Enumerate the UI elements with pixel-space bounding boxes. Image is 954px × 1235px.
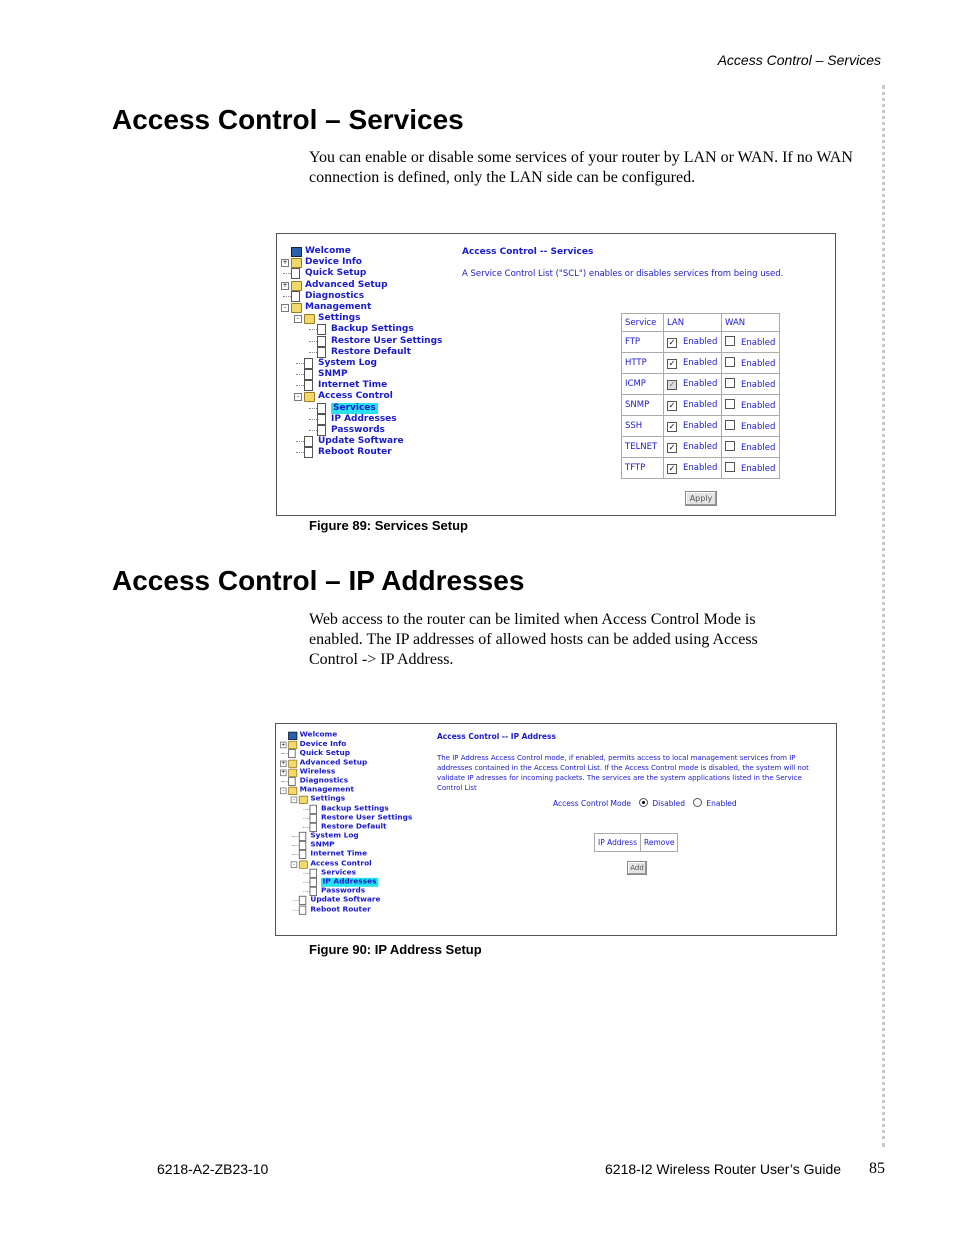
tree-item-label[interactable]: Internet Time — [318, 380, 388, 391]
doc-icon — [299, 905, 306, 914]
footer-guide-title: 6218-I2 Wireless Router User’s Guide — [605, 1161, 842, 1177]
lan-enabled-checkbox[interactable]: ✓ — [668, 358, 676, 368]
tree-connector — [309, 430, 317, 431]
wan-enabled-checkbox[interactable] — [725, 378, 735, 388]
mode-enabled-radio[interactable] — [693, 798, 702, 807]
section-body-services: You can enable or disable some services of your router by LAN or WAN. If no WAN connection is defined, only the LAN side can be configured. — [309, 149, 853, 186]
collapse-icon[interactable]: - — [280, 788, 287, 795]
doc-icon — [317, 336, 326, 347]
lan-enabled-checkbox[interactable]: ✓ — [668, 421, 676, 431]
tree-connector — [296, 374, 304, 375]
doc-icon — [317, 414, 326, 425]
ip-address-table — [594, 833, 678, 852]
doc-icon — [299, 841, 306, 850]
wan-cell — [722, 416, 780, 437]
doc-icon — [304, 447, 313, 458]
add-button[interactable]: Add — [627, 861, 647, 875]
services-setup-screenshot — [276, 233, 836, 516]
enabled-label: Enabled — [741, 338, 776, 348]
section-heading-ip-addresses: Access Control – IP Addresses — [112, 565, 525, 596]
tree-item-label[interactable]: Restore Default — [321, 822, 387, 831]
doc-icon — [299, 850, 306, 859]
expand-icon[interactable]: + — [281, 760, 286, 766]
ip-address-setup-screenshot — [275, 723, 837, 936]
figure-caption-ip-address: Figure 90: IP Address Setup — [309, 942, 482, 957]
doc-icon — [304, 436, 313, 447]
doc-icon — [310, 878, 317, 887]
wan-enabled-checkbox[interactable] — [725, 462, 735, 472]
lan-cell — [664, 437, 722, 458]
tree-connector — [296, 385, 304, 386]
tree-connector — [283, 296, 291, 297]
enabled-label: Enabled — [683, 441, 718, 452]
enabled-label: Enabled — [683, 420, 718, 431]
tree-connector — [296, 441, 304, 442]
service-name: TELNET — [622, 437, 664, 458]
folder-icon — [288, 759, 297, 767]
doc-icon — [317, 347, 326, 358]
folder-icon — [299, 860, 308, 868]
service-row-ftp — [622, 332, 780, 353]
wan-enabled-checkbox[interactable] — [725, 420, 735, 430]
expand-icon[interactable]: + — [281, 769, 286, 776]
tree-item-label[interactable]: Settings — [310, 795, 346, 804]
mode-enabled-label: Enabled — [706, 799, 737, 808]
enabled-label: Enabled — [741, 359, 776, 369]
folder-icon — [288, 769, 297, 777]
page-description: The IP Address Access Control mode, if enabled, permits access to local management services from IP addresses contained in the Access Control List. If the Access Control mode is disabled, the system will not validate IP adresses for incoming packets. The services are the system applications listed in the Service Control List — [437, 754, 809, 792]
tree-item-label[interactable]: Update Software — [310, 896, 381, 905]
tree-item-label[interactable]: Advanced Setup — [305, 279, 388, 290]
tree-connector — [296, 452, 304, 453]
tree-item-label[interactable]: Quick Setup — [299, 749, 350, 758]
doc-icon — [288, 777, 295, 786]
collapse-icon[interactable]: - — [291, 861, 298, 868]
wan-enabled-checkbox[interactable] — [725, 336, 735, 346]
tree-item-label[interactable]: Management — [305, 301, 372, 312]
doc-icon — [304, 369, 313, 380]
enabled-label: Enabled — [741, 443, 776, 453]
collapse-icon[interactable]: - — [281, 304, 289, 312]
tree-item-label[interactable]: Device Info — [305, 257, 362, 268]
wan-enabled-checkbox[interactable] — [725, 441, 735, 451]
tree-item-label[interactable]: System Log — [310, 831, 359, 841]
tree-item-label[interactable]: Internet Time — [310, 850, 368, 859]
doc-icon — [317, 403, 326, 414]
lan-cell — [664, 416, 722, 437]
tree-connector — [309, 419, 317, 420]
tree-item-label[interactable]: Welcome — [305, 246, 351, 256]
tree-connector — [283, 273, 291, 274]
service-name: HTTP — [622, 353, 664, 374]
service-row-tftp — [622, 458, 780, 479]
figure-caption-services: Figure 89: Services Setup — [309, 518, 468, 533]
page-number: 85 — [869, 1160, 885, 1177]
folder-icon — [304, 392, 315, 402]
doc-icon — [299, 896, 306, 905]
section-heading-services: Access Control – Services — [112, 104, 464, 135]
service-name: SNMP — [622, 395, 664, 416]
tree-item-label[interactable]: Reboot Router — [318, 447, 392, 458]
access-control-mode-label: Access Control Mode — [553, 799, 631, 808]
wan-enabled-checkbox[interactable] — [725, 357, 735, 367]
enabled-label: Enabled — [683, 357, 718, 368]
column-header-lan: LAN — [664, 314, 722, 332]
doc-icon — [291, 268, 300, 279]
wan-enabled-checkbox[interactable] — [725, 399, 735, 409]
tree-item-label[interactable]: Services — [333, 402, 376, 413]
wan-cell — [722, 458, 780, 479]
page-title: Access Control -- IP Address — [437, 732, 556, 741]
wan-cell — [722, 395, 780, 416]
tree-item-label[interactable]: Services — [321, 868, 357, 877]
enabled-label: Enabled — [741, 422, 776, 432]
doc-icon — [310, 869, 317, 878]
tree-connector — [309, 341, 317, 342]
lan-cell — [664, 374, 722, 395]
service-row-icmp — [622, 374, 780, 395]
enabled-label: Enabled — [683, 462, 718, 473]
tree-connector — [309, 329, 317, 330]
collapse-icon[interactable]: - — [291, 797, 298, 804]
service-row-telnet — [622, 437, 780, 458]
doc-icon — [317, 425, 326, 436]
column-header-remove: Remove — [641, 834, 678, 852]
tree-item-label[interactable]: SNMP — [318, 369, 348, 380]
enabled-label: Enabled — [741, 401, 776, 411]
tree-item-label[interactable]: Quick Setup — [305, 268, 367, 279]
tree-item-label[interactable]: Settings — [318, 313, 361, 324]
tree-item-label[interactable]: Backup Settings — [321, 804, 389, 813]
wan-cell — [722, 353, 780, 374]
wan-cell — [722, 332, 780, 353]
tree-item-label[interactable]: Device Info — [299, 740, 347, 749]
tree-item-label[interactable]: Restore User Settings — [321, 813, 413, 822]
monitor-icon — [291, 247, 302, 257]
folder-icon — [288, 787, 297, 795]
folder-icon — [291, 281, 302, 291]
lan-enabled-checkbox: ✓ — [668, 379, 676, 389]
tree-item-label[interactable]: Management — [299, 786, 355, 795]
column-header-ip-address: IP Address — [595, 834, 641, 852]
service-row-http — [622, 353, 780, 374]
folder-icon — [291, 258, 302, 268]
lan-enabled-checkbox[interactable]: ✓ — [668, 463, 676, 473]
doc-icon — [310, 804, 317, 813]
lan-enabled-checkbox[interactable]: ✓ — [668, 337, 676, 347]
footer-doc-number: 6218-A2-ZB23-10 — [157, 1161, 269, 1177]
tree-item-label[interactable]: Welcome — [299, 731, 338, 740]
service-name: SSH — [622, 416, 664, 437]
wan-cell — [722, 437, 780, 458]
tree-connector — [296, 363, 304, 364]
monitor-icon — [288, 732, 297, 740]
lan-cell — [664, 395, 722, 416]
tree-item-label[interactable]: Passwords — [331, 425, 385, 435]
column-header-wan: WAN — [722, 314, 780, 332]
tree-item-label[interactable]: IP Addresses — [331, 413, 397, 424]
service-control-table — [621, 313, 780, 479]
expand-icon[interactable]: + — [281, 741, 286, 748]
page-title: Access Control -- Services — [462, 247, 594, 257]
lan-enabled-checkbox[interactable]: ✓ — [668, 442, 676, 452]
service-name: FTP — [622, 332, 664, 353]
service-row-ssh — [622, 416, 780, 437]
column-header-service: Service — [622, 314, 664, 332]
mode-disabled-radio[interactable] — [639, 798, 648, 807]
folder-icon — [299, 796, 308, 804]
expand-icon[interactable]: + — [282, 281, 288, 289]
tree-item-label[interactable]: Passwords — [321, 886, 366, 896]
tree-item-label[interactable]: Reboot Router — [310, 905, 371, 914]
tree-item-label[interactable]: System Log — [318, 357, 377, 368]
folder-icon — [288, 741, 297, 749]
doc-icon — [299, 832, 306, 841]
doc-icon — [310, 823, 317, 832]
side-rule — [882, 85, 885, 1147]
doc-icon — [304, 380, 313, 391]
service-name: TFTP — [622, 458, 664, 479]
tree-item-label[interactable]: Restore Default — [331, 346, 411, 357]
tree-item-label[interactable]: Access Control — [310, 859, 372, 868]
enabled-label: Enabled — [741, 380, 776, 390]
enabled-label: Enabled — [683, 378, 718, 389]
access-control-mode — [553, 798, 737, 808]
tree-connector — [309, 352, 317, 353]
tree-item-label[interactable]: Diagnostics — [305, 290, 365, 301]
tree-item-label[interactable]: Update Software — [318, 436, 404, 447]
running-head: Access Control – Services — [717, 52, 881, 68]
doc-icon — [317, 324, 326, 335]
expand-icon[interactable]: + — [282, 259, 288, 267]
doc-icon — [310, 814, 317, 823]
service-row-snmp — [622, 395, 780, 416]
doc-icon — [304, 358, 313, 369]
service-name: ICMP — [622, 374, 664, 395]
tree-item-label[interactable]: Backup Settings — [331, 324, 414, 335]
folder-icon — [304, 314, 315, 324]
folder-icon — [291, 303, 302, 313]
enabled-label: Enabled — [683, 399, 718, 410]
wan-cell — [722, 374, 780, 395]
apply-button[interactable]: Apply — [685, 491, 717, 506]
section-body-ip-addresses: Web access to the router can be limited when Access Control Mode is enabled. The IP addresses of allowed hosts can be added using Access Control -> IP Address. — [309, 611, 758, 668]
tree-item-label[interactable]: Diagnostics — [299, 776, 349, 786]
tree-item-label[interactable]: Wireless — [299, 767, 336, 776]
doc-icon — [291, 291, 300, 302]
mode-disabled-label: Disabled — [652, 799, 685, 808]
tree-item-label[interactable]: IP Addresses — [322, 877, 377, 886]
enabled-label: Enabled — [683, 336, 718, 347]
lan-cell — [664, 353, 722, 374]
lan-cell — [664, 332, 722, 353]
tree-item-label[interactable]: Advanced Setup — [299, 758, 368, 767]
doc-icon — [288, 749, 295, 758]
enabled-label: Enabled — [741, 464, 776, 474]
tree-connector — [309, 408, 317, 409]
lan-enabled-checkbox[interactable]: ✓ — [668, 400, 676, 410]
tree-item-label[interactable]: SNMP — [310, 841, 335, 850]
collapse-icon[interactable]: - — [294, 393, 302, 401]
tree-item-label[interactable]: Restore User Settings — [331, 335, 443, 346]
lan-cell — [664, 458, 722, 479]
collapse-icon[interactable]: - — [294, 315, 302, 323]
doc-icon — [310, 887, 317, 896]
page-description: A Service Control List ("SCL") enables or disables services from being used. — [462, 269, 784, 279]
tree-item-label[interactable]: Access Control — [318, 391, 393, 402]
